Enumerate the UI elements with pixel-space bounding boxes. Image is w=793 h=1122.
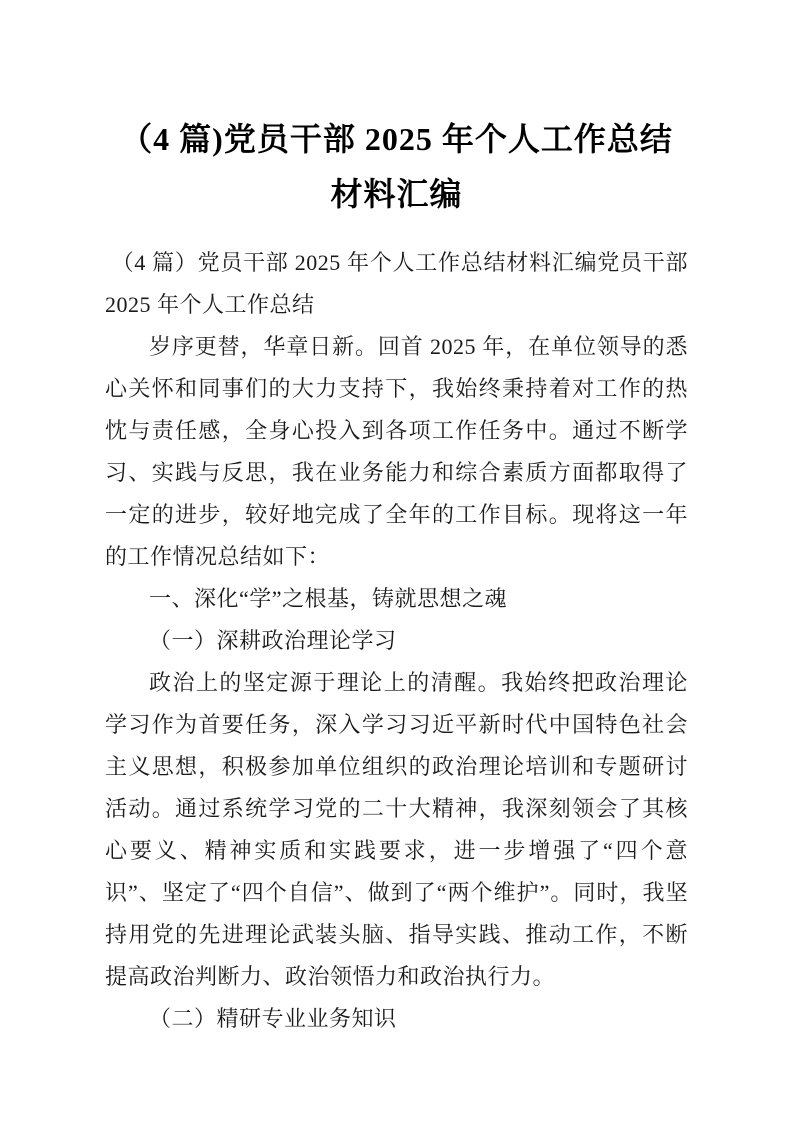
section-1-2-heading: （二）精研专业业务知识 — [149, 1006, 397, 1031]
paragraph-theory-study: 政治上的坚定源于理论上的清醒。我始终把政治理论学习作为首要任务，深入学习习近平新时代中国特色社会主义思想，积极参加单位组织的政治理论培训和专题研讨活动。通过系统学习党的二十大精神，我深刻领会了其核心要义、精神实质和实践要求，进一步增强了“四个意识”、坚定了“四个自信”、做到了“两个维护”。同时，我坚持用党的先进理论武装头脑、指导实践、推动工作，不断提高政治判断力、政治领悟力和政治执行力。 — [105, 670, 688, 989]
paragraph-intro-line: （4 篇）党员干部 2025 年个人工作总结材料汇编党员干部 2025 年个人工作总结 — [105, 250, 688, 317]
paragraph-opening: 岁序更替，华章日新。回首 2025 年，在单位领导的悉心关怀和同事们的大力支持下，我始终秉持着对工作的热忱与责任感，全身心投入到各项工作任务中。通过不断学习、实践与反思，我在业务能力和综合素质方面都取得了一定的进步，较好地完成了全年的工作目标。现将这一年的工作情况总结如下： — [105, 334, 688, 569]
section-1-1-heading: （一）深耕政治理论学习 — [149, 628, 397, 653]
document-title: （4 篇)党员干部 2025 年个人工作总结材料汇编 — [120, 121, 673, 212]
document-body — [105, 242, 688, 1040]
section-1-heading: 一、深化“学”之根基，铸就思想之魂 — [149, 586, 508, 611]
